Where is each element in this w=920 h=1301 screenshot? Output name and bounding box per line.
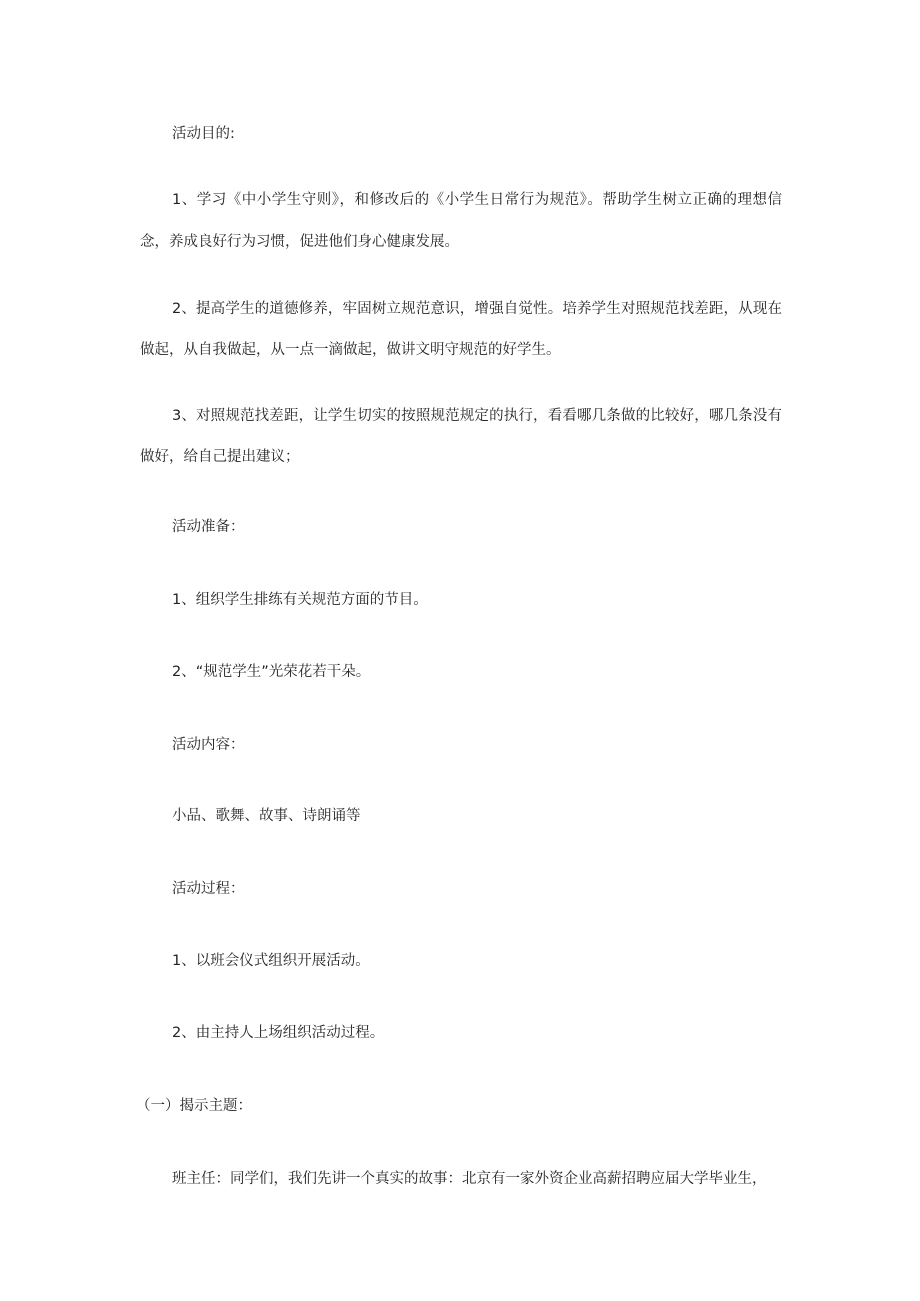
- process-item-2: 2、由主持人上场组织活动过程。: [172, 1025, 385, 1041]
- purpose-item-3-line-2: 做好，给自己提出建议；: [140, 449, 300, 465]
- heading-activity-preparation: 活动准备：: [172, 519, 245, 535]
- purpose-item-2-line-2: 做起，从自我做起，从一点一滴做起，做讲文明守规范的好学生。: [140, 342, 561, 358]
- preparation-item-2: 2、“规范学生”光荣花若干朵。: [172, 664, 371, 680]
- purpose-item-3-line-1: 3、对照规范找差距，让学生切实的按照规范规定的执行，看看哪几条做的比较好，哪几条没有: [172, 408, 782, 424]
- purpose-item-1-line-1: 1、学习《中小学生守则》，和修改后的《小学生日常行为规范》。帮助学生树立正确的理想信: [172, 192, 782, 208]
- heading-activity-process: 活动过程：: [172, 881, 245, 897]
- teacher-dialogue-line: 班主任：同学们，我们先讲一个真实的故事：北京有一家外资企业高薪招聘应届大学毕业生，: [172, 1171, 767, 1187]
- purpose-item-1-line-2: 念，养成良好行为习惯，促进他们身心健康发展。: [140, 234, 459, 250]
- section-reveal-theme: （一）揭示主题：: [136, 1098, 252, 1114]
- heading-activity-purpose: 活动目的:: [172, 126, 235, 142]
- content-line: 小品、歌舞、故事、诗朗诵等: [172, 808, 361, 824]
- preparation-item-1: 1、组织学生排练有关规范方面的节目。: [172, 592, 428, 608]
- purpose-item-2-line-1: 2、提高学生的道德修养，牢固树立规范意识，增强自觉性。培养学生对照规范找差距，从现在: [172, 301, 782, 317]
- heading-activity-content: 活动内容：: [172, 737, 245, 753]
- process-item-1: 1、以班会仪式组织开展活动。: [172, 953, 370, 969]
